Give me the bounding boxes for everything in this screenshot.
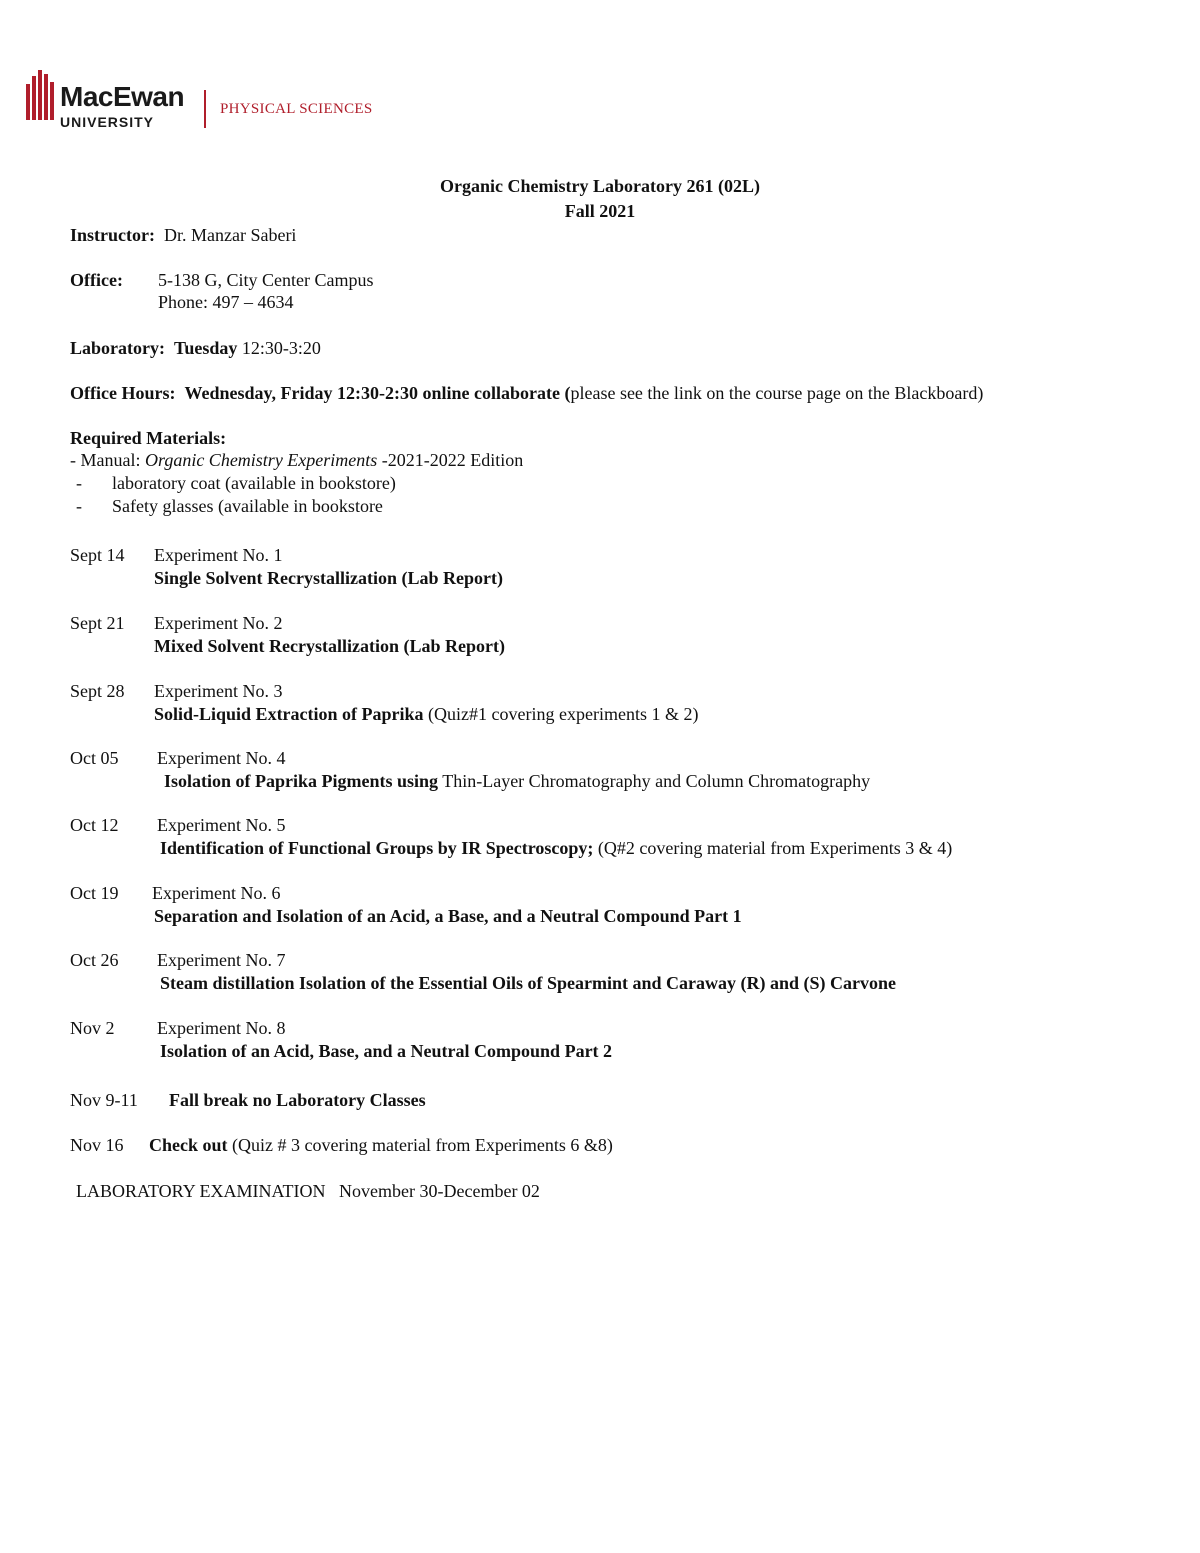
instructor-label: Instructor: (70, 225, 155, 245)
laboratory-row (70, 337, 321, 359)
checkout-note: (Quiz # 3 covering material from Experiments 6 &8) (227, 1135, 613, 1155)
checkout-date: Nov 16 (70, 1135, 124, 1155)
schedule-title: Solid-Liquid Extraction of Paprika (154, 704, 424, 724)
schedule-title: Isolation of an Acid, Base, and a Neutral Compound Part 2 (160, 1041, 613, 1061)
schedule-date: Sept 21 (70, 613, 125, 633)
materials-item: Safety glasses (available in bookstore (112, 496, 383, 516)
exam-row (76, 1180, 540, 1202)
schedule-experiment: Experiment No. 1 (154, 545, 283, 565)
logo-name: MacEwan (60, 81, 185, 112)
materials-item: laboratory coat (available in bookstore) (112, 473, 396, 493)
checkout-row (149, 1134, 613, 1156)
schedule-date: Nov 2 (70, 1018, 115, 1038)
schedule-title-row (160, 1040, 612, 1062)
logo-divider (204, 90, 206, 128)
break-date: Nov 9-11 (70, 1090, 138, 1110)
office-phone: Phone: 497 – 4634 (158, 292, 294, 312)
logo-subname: UNIVERSITY (60, 114, 155, 130)
macewan-bars-icon (24, 70, 58, 122)
manual-suffix: -2021-2022 Edition (377, 450, 524, 470)
exam-label: LABORATORY EXAMINATION (76, 1181, 326, 1201)
laboratory-day: Tuesday (173, 338, 238, 358)
office-hours-note: please see the link on the course page on the Blackboard) (570, 383, 984, 403)
schedule-experiment: Experiment No. 6 (152, 883, 281, 903)
schedule-title: Steam distillation Isolation of the Essential Oils of Spearmint and Caraway (R) and (S) Carvone (160, 973, 897, 993)
schedule-title: Mixed Solvent Recrystallization (Lab Report) (154, 636, 505, 656)
schedule-experiment: Experiment No. 2 (154, 613, 283, 633)
schedule-experiment: Experiment No. 5 (157, 815, 286, 835)
office-hours-value: Wednesday, Friday 12:30-2:30 online collaborate ( (184, 383, 571, 403)
laboratory-time: 12:30-3:20 (241, 338, 321, 358)
office-hours-label: Office Hours: (70, 383, 176, 403)
schedule-note: (Q#2 covering material from Experiments 3 & 4) (593, 838, 953, 858)
schedule-note: Thin-Layer Chromatography and Column Chromatography (438, 771, 871, 791)
instructor-value: Dr. Manzar Saberi (163, 225, 297, 245)
exam-dates: November 30-December 02 (339, 1181, 540, 1201)
schedule-date: Oct 26 (70, 950, 119, 970)
schedule-title-row (160, 972, 896, 994)
manual-prefix: - Manual: (70, 450, 145, 470)
break-text: Fall break no Laboratory Classes (169, 1090, 426, 1110)
schedule-title-row (154, 905, 742, 927)
schedule-title: Identification of Functional Groups by IR Spectroscopy; (160, 838, 594, 858)
materials-item-dash: - (76, 473, 82, 493)
course-title: Organic Chemistry Laboratory 261 (02L) (440, 176, 760, 196)
schedule-experiment: Experiment No. 3 (154, 681, 283, 701)
logo-department: PHYSICAL SCIENCES (220, 101, 373, 117)
office-hours-row (70, 382, 983, 404)
laboratory-label: Laboratory: (70, 338, 165, 358)
office-location: 5-138 G, City Center Campus (158, 270, 374, 290)
schedule-title-row (164, 770, 870, 792)
schedule-title: Single Solvent Recrystallization (Lab Report) (154, 568, 503, 588)
instructor-row (70, 224, 296, 246)
university-logo (24, 70, 404, 132)
schedule-title-row (154, 635, 505, 657)
schedule-date: Oct 19 (70, 883, 119, 903)
schedule-title-row (154, 567, 503, 589)
materials-item-dash: - (76, 496, 82, 516)
manual-title: Organic Chemistry Experiments (144, 450, 378, 470)
schedule-note: (Quiz#1 covering experiments 1 & 2) (423, 704, 699, 724)
schedule-date: Sept 28 (70, 681, 125, 701)
schedule-date: Oct 12 (70, 815, 119, 835)
schedule-title: Isolation of Paprika Pigments using (164, 771, 439, 791)
schedule-title-row (160, 837, 952, 859)
schedule-experiment: Experiment No. 7 (157, 950, 286, 970)
schedule-date: Oct 05 (70, 748, 119, 768)
schedule-experiment: Experiment No. 4 (157, 748, 286, 768)
schedule-experiment: Experiment No. 8 (157, 1018, 286, 1038)
schedule-date: Sept 14 (70, 545, 125, 565)
materials-heading: Required Materials: (70, 428, 227, 448)
materials-manual (70, 449, 523, 471)
office-label: Office: (70, 270, 123, 290)
schedule-title: Separation and Isolation of an Acid, a Base, and a Neutral Compound Part 1 (154, 906, 742, 926)
checkout-label: Check out (149, 1135, 228, 1155)
course-term: Fall 2021 (564, 201, 636, 221)
schedule-title-row (154, 703, 698, 725)
